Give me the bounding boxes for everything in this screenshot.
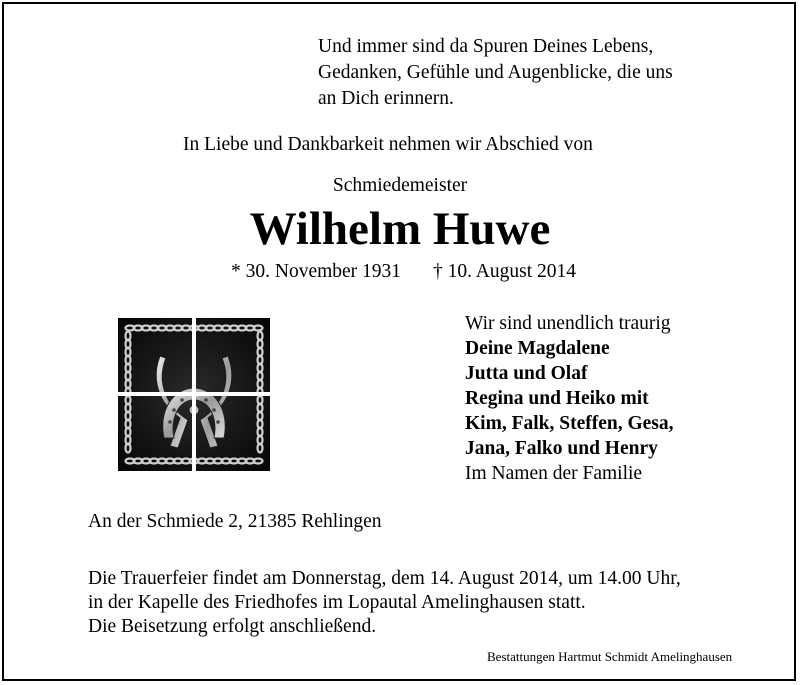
service-line: in der Kapelle des Friedhofes im Lopautal Amelinghausen statt. [88, 592, 586, 613]
memorial-quote [318, 34, 673, 112]
quote-line: Und immer sind da Spuren Deines Lebens, [318, 36, 654, 57]
birth-date: * 30. November 1931 [231, 261, 402, 282]
family-member: Jana, Falko und Henry [465, 438, 658, 459]
service-line: Die Trauerfeier findet am Donnerstag, dem 14. August 2014, um 14.00 Uhr, [88, 568, 681, 589]
family-opening: Wir sind unendlich traurig [465, 313, 671, 334]
family-member: Jutta und Olaf [465, 363, 588, 384]
family-member: Deine Magdalene [465, 338, 610, 359]
service-line: Die Beisetzung erfolgt anschließend. [88, 616, 377, 637]
farewell-intro: In Liebe und Dankbarkeit nehmen wir Abschied von [183, 134, 593, 155]
quote-line: an Dich erinnern. [318, 88, 454, 109]
death-date: † 10. August 2014 [433, 261, 577, 282]
funeral-service-info [88, 567, 681, 639]
quote-line: Gedanken, Gefühle und Augenblicke, die uns [318, 62, 673, 83]
family-member: Kim, Falk, Steffen, Gesa, [465, 413, 674, 434]
deceased-name: Wilhelm Huwe [249, 203, 551, 255]
undertaker-credit: Bestattungen Hartmut Schmidt Amelinghausen [487, 649, 733, 664]
family-member: Regina und Heiko mit [465, 388, 649, 409]
horseshoe-and-pincers-icon [118, 318, 270, 471]
family-address: An der Schmiede 2, 21385 Rehlingen [88, 511, 382, 532]
profession-title: Schmiedemeister [332, 175, 468, 196]
family-closing: Im Namen der Familie [465, 463, 643, 484]
family-signatures [465, 311, 674, 486]
